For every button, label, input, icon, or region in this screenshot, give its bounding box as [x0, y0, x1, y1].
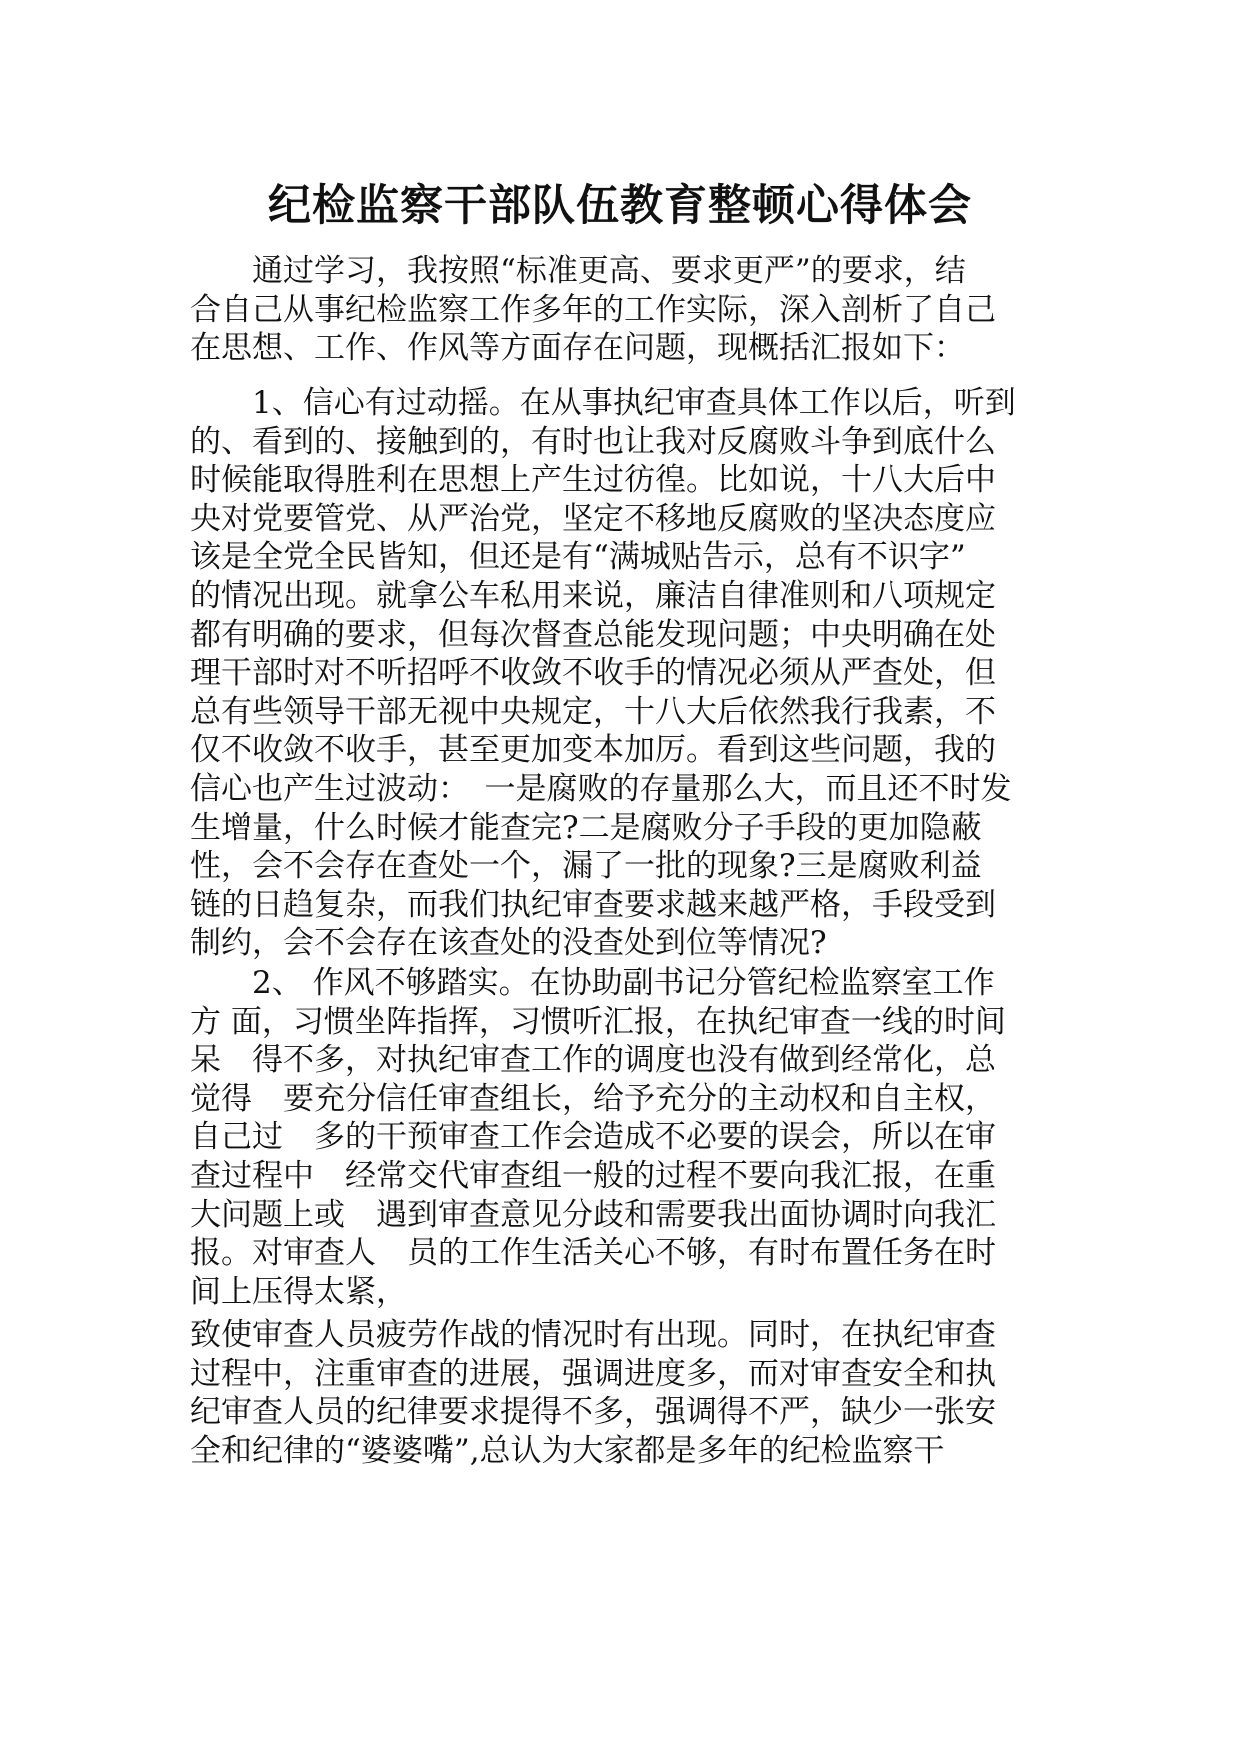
text-line: 过程中，注重审查的进展，强调进度多，而对审查安全和执 [190, 1355, 996, 1392]
paragraph-point-2 [190, 964, 1065, 1311]
paragraph-point-1 [190, 384, 1065, 963]
text-line: 总有些领导干部无视中央规定，十八大后依然我行我素，不 [190, 693, 996, 730]
text-line: 间上压得太紧， [190, 1273, 407, 1310]
text-line: 的、看到的、接触到的，有时也让我对反腐败斗争到底什么 [190, 423, 996, 460]
text-line: 查过程中 经常交代审查组一般的过程不要向我汇报，在重 [190, 1157, 996, 1194]
text-line: 该是全党全民皆知，但还是有“满城贴告示，总有不识字” [190, 539, 966, 576]
text-line: 报。对审查人 员的工作生活关心不够，有时布置任务在时 [190, 1235, 996, 1272]
text-line: 链的日趋复杂，而我们执纪审查要求越来越严格，手段受到 [190, 886, 996, 923]
text-line: 理干部时对不听招呼不收敛不收手的情况必须从严查处，但 [190, 655, 996, 692]
text-line: 时候能取得胜利在思想上产生过彷徨。比如说，十八大后中 [190, 462, 996, 499]
text-line: 全和纪律的“婆婆嘴”,总认为大家都是多年的纪检监察干 [190, 1432, 945, 1469]
text-line: 央对党要管党、从严治党，坚定不移地反腐败的坚决态度应 [190, 500, 996, 537]
text-line: 的情况出现。就拿公车私用来说，廉洁自律准则和八项规定 [190, 577, 996, 614]
paragraph-intro [190, 252, 1065, 368]
text-line: 大问题上或 遇到审查意见分歧和需要我出面协调时向我汇 [190, 1196, 996, 1233]
text-line: 1、信心有过动摇。在从事执纪审查具体工作以后，听到 [252, 385, 1016, 421]
text-line: 纪审查人员的纪律要求提得不多，强调得不严，缺少一张安 [190, 1394, 996, 1431]
text-line: 在思想、工作、作风等方面存在问题，现概括汇报如下： [190, 330, 965, 367]
text-line: 2、 作风不够踏实。在协助副书记分管纪检监察室工作 [252, 965, 995, 1001]
text-line: 性，会不会存在查处一个，漏了一批的现象?三是腐败利益 [190, 848, 982, 885]
text-line: 制约，会不会存在该查处的没查处到位等情况? [190, 925, 827, 962]
text-line: 通过学习，我按照“标准更高、要求更严”的要求，结 [252, 253, 966, 289]
text-line: 生增量，什么时候才能查完?二是腐败分子手段的更加隐蔽 [190, 809, 982, 846]
text-line: 呆 得不多，对执纪审查工作的调度也没有做到经常化，总 [190, 1042, 996, 1079]
text-line: 都有明确的要求，但每次督查总能发现问题；中央明确在处 [190, 616, 996, 653]
paragraph-continuation [190, 1316, 1065, 1470]
text-line: 自己过 多的干预审查工作会造成不必要的误会，所以在审 [190, 1119, 996, 1156]
text-line: 方 面，习惯坐阵指挥，习惯听汇报，在执纪审查一线的时间 [190, 1003, 1006, 1040]
text-line: 致使审查人员疲劳作战的情况时有出现。同时，在执纪审查 [190, 1317, 996, 1353]
text-line: 信心也产生过波动： 一是腐败的存量那么大，而且还不时发 [190, 770, 1012, 807]
text-line: 仅不收敛不收手，甚至更加变本加厉。看到这些问题，我的 [190, 732, 996, 769]
document-title: 纪检监察干部队伍教育整顿心得体会 [268, 181, 972, 231]
text-line: 觉得 要充分信任审查组长，给予充分的主动权和自主权， [190, 1080, 996, 1117]
text-line: 合自己从事纪检监察工作多年的工作实际，深入剖析了自己 [190, 291, 996, 328]
